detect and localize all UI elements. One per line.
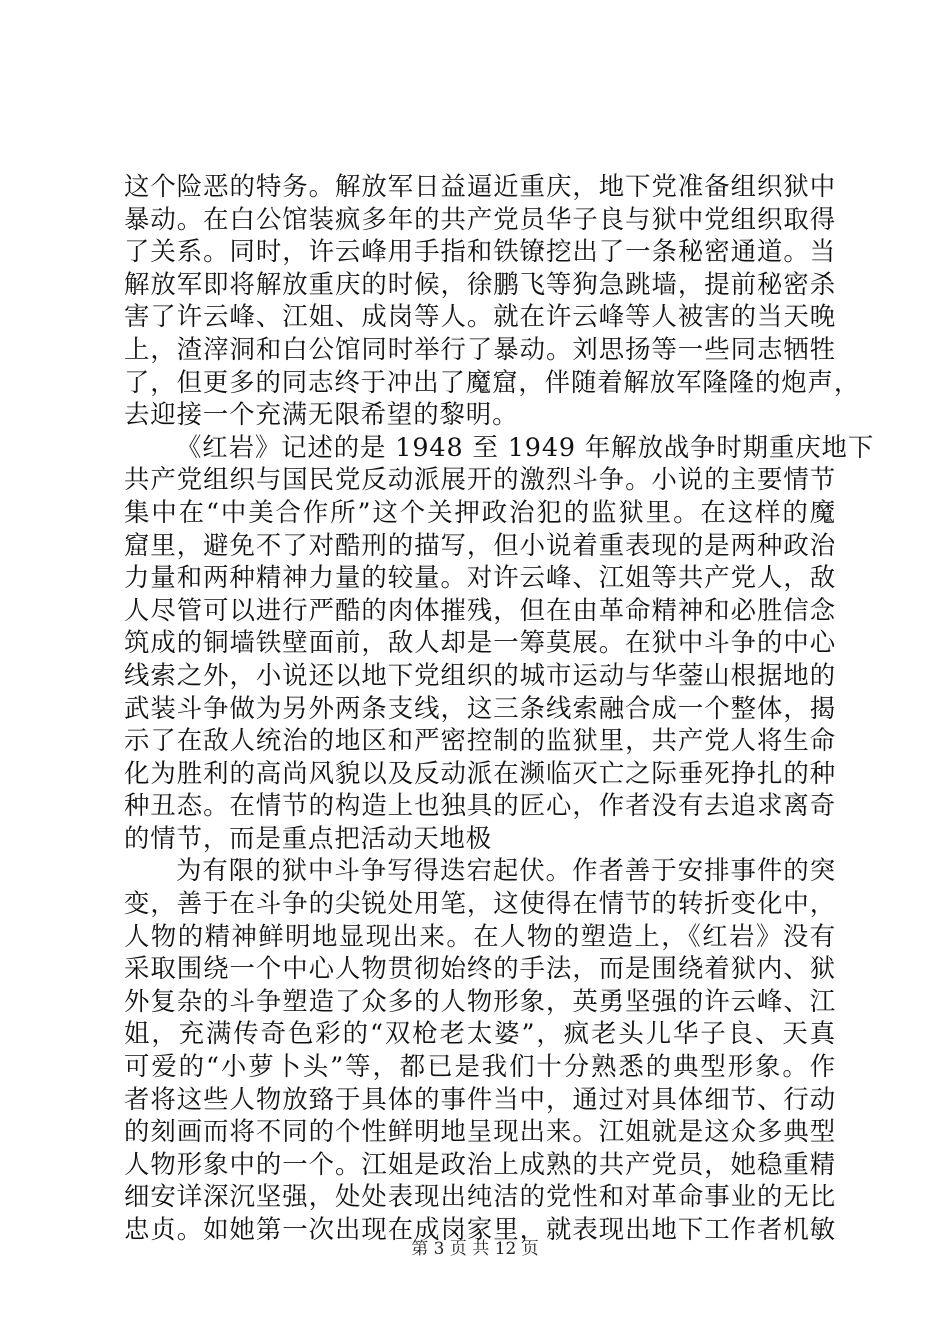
text-line: 者将这些人物放臵于具体的事件当中，通过对具体细节、行动 bbox=[124, 1083, 836, 1114]
text-line: 外复杂的斗争塑造了众多的人物形象，英勇坚强的许云峰、江 bbox=[124, 985, 836, 1016]
text-line: 暴动。在白公馆装疯多年的共产党员华子良与狱中党组织取得 bbox=[124, 203, 836, 234]
text-line: 了关系。同时，许云峰用手指和铁镣挖出了一条秘密通道。当 bbox=[124, 236, 836, 267]
text-line: 害了许云峰、江姐、成岗等人。就在许云峰等人被害的当天晚 bbox=[124, 301, 836, 332]
text-line: 忠贞。如她第一次出现在成岗家里，就表现出地下工作者机敏 bbox=[124, 1214, 836, 1244]
text-line: 化为胜利的高尚风貌以及反动派在濒临灭亡之际垂死挣扎的种 bbox=[124, 757, 836, 788]
text-line: 细安详深沉坚强，处处表现出纯洁的党性和对革命事业的无比 bbox=[124, 1181, 836, 1212]
text-line: 筑成的铜墙铁壁面前，敌人却是一筹莫展。在狱中斗争的中心 bbox=[124, 627, 836, 658]
text-line: 集中在“中美合作所”这个关押政治犯的监狱里。在这样的魔 bbox=[124, 496, 836, 527]
text-line: 人尽管可以进行严酷的肉体摧残，但在由革命精神和必胜信念 bbox=[124, 594, 836, 625]
text-line: 采取围绕一个中心人物贯彻始终的手法，而是围绕着狱内、狱 bbox=[124, 953, 836, 984]
text-line: 这个险恶的特务。解放军日益逼近重庆，地下党准备组织狱中 bbox=[124, 171, 836, 201]
text-line: 变，善于在斗争的尖锐处用笔，这使得在情节的转折变化中， bbox=[124, 888, 836, 919]
text-line: 示了在敌人统治的地区和严密控制的监狱里，共产党人将生命 bbox=[124, 725, 836, 756]
paragraph-first-line: 《红岩》记述的是 1948 至 1949 年解放战争时期重庆地下 bbox=[176, 431, 875, 462]
text-line: 武装斗争做为另外两条支线，这三条线索融合成一个整体，揭 bbox=[124, 692, 836, 723]
page-number-footer: 第 3 页 共 12 页 bbox=[411, 1239, 539, 1259]
text-line: 上，渣滓洞和白公馆同时举行了暴动。刘思扬等一些同志牺牲 bbox=[124, 333, 836, 364]
text-line: 人物形象中的一个。江姐是政治上成熟的共产党员，她稳重精 bbox=[124, 1148, 836, 1179]
text-line: 解放军即将解放重庆的时候，徐鹏飞等狗急跳墙，提前秘密杀 bbox=[124, 268, 836, 299]
text-line: 种丑态。在情节的构造上也独具的匠心，作者没有去追求离奇 bbox=[124, 790, 836, 821]
paragraph-first-line: 为有限的狱中斗争写得迭宕起伏。作者善于安排事件的突 bbox=[176, 855, 836, 886]
text-line: 的刻画而将不同的个性鲜明地呈现出来。江姐就是这众多典型 bbox=[124, 1116, 836, 1147]
text-line: 姐，充满传奇色彩的“双枪老太婆”，疯老头儿华子良、天真 bbox=[124, 1018, 836, 1049]
text-line: 共产党组织与国民党反动派展开的激烈斗争。小说的主要情节 bbox=[124, 464, 836, 495]
text-line: 去迎接一个充满无限希望的黎明。 bbox=[124, 399, 519, 430]
text-line: 力量和两种精神力量的较量。对许云峰、江姐等共产党人，敌 bbox=[124, 562, 836, 593]
text-line: 的情节，而是重点把活动天地极 bbox=[124, 822, 493, 853]
text-line: 可爱的“小萝卜头”等，都已是我们十分熟悉的典型形象。作 bbox=[124, 1051, 836, 1082]
text-line: 了，但更多的同志终于冲出了魔窟，伴随着解放军隆隆的炮声， bbox=[124, 366, 861, 397]
text-line: 人物的精神鲜明地显现出来。在人物的塑造上，《红岩》没有 bbox=[124, 920, 836, 951]
body-text bbox=[124, 170, 875, 1246]
text-line: 窟里，避免不了对酷刑的描写，但小说着重表现的是两种政治 bbox=[124, 529, 836, 560]
text-line: 线索之外，小说还以地下党组织的城市运动与华蓥山根据地的 bbox=[124, 659, 836, 690]
